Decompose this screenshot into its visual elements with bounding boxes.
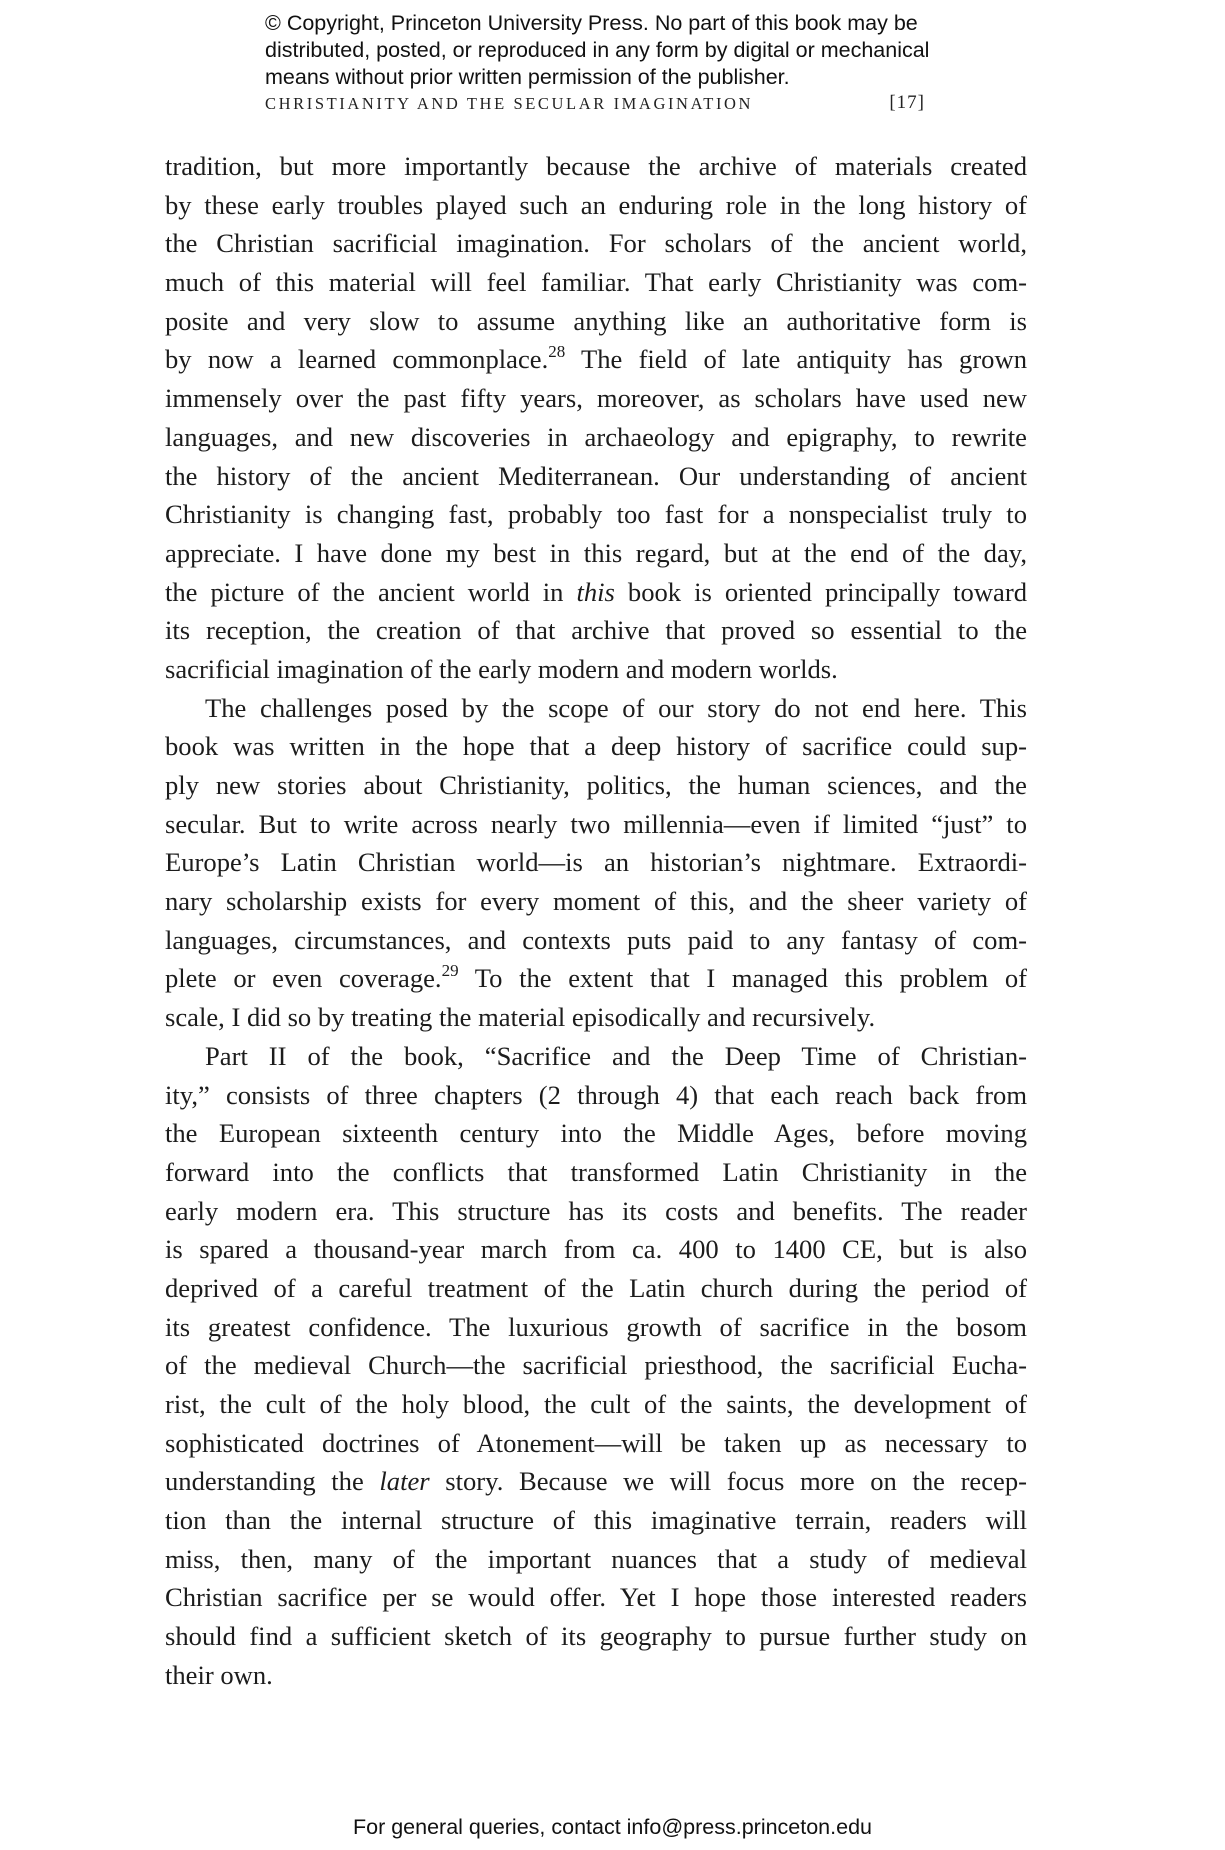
- text-line: nary scholarship exists for every moment of this, and the sheer variety of: [165, 886, 1027, 917]
- text-line: Part II of the book, “Sacrifice and the Deep Time of Christian-: [205, 1040, 1027, 1071]
- text-line: by now a learned commonplace.$^{28}$ The field of late antiquity has grown: [165, 341, 1027, 375]
- text-line: miss, then, many of the important nuances that a study of medieval: [165, 1543, 1027, 1574]
- text-line: book was written in the hope that a deep history of sacrifice could sup-: [165, 731, 1027, 762]
- text-line: is spared a thousand-year march from ca. 400 to 1400 CE, but is also: [165, 1234, 1027, 1265]
- text-line: languages, circumstances, and contexts puts paid to any fantasy of com-: [165, 924, 1027, 955]
- page-number: [17]: [889, 92, 925, 113]
- text-line: tradition, but more importantly because the archive of materials created: [165, 151, 1027, 181]
- text-line: forward into the conflicts that transformed Latin Christianity in the: [165, 1156, 1027, 1187]
- footer-contact: For general queries, contact info@press.princeton.edu: [352, 1815, 872, 1839]
- text-line: Christianity is changing fast, probably too fast for a nonspecialist truly to: [165, 499, 1027, 530]
- running-head-title: CHRISTIANITY AND THE SECULAR IMAGINATION: [265, 94, 754, 113]
- paragraph: [165, 689, 1027, 1037]
- text-line: early modern era. This structure has its costs and benefits. The reader: [165, 1195, 1027, 1226]
- text-line: should find a sufficient sketch of its geography to pursue further study on: [165, 1621, 1027, 1652]
- text-line: secular. But to write across nearly two millennia—even if limited “just” to: [165, 808, 1027, 839]
- text-line: deprived of a careful treatment of the Latin church during the period of: [165, 1272, 1027, 1303]
- text-line: the European sixteenth century into the Middle Ages, before moving: [165, 1118, 1027, 1149]
- text-line: sophisticated doctrines of Atonement—will be taken up as necessary to: [165, 1427, 1027, 1458]
- copyright-line: means without prior written permission of the publisher.: [265, 65, 790, 89]
- emphasis: this: [576, 576, 615, 607]
- text-line: immensely over the past fifty years, moreover, as scholars have used new: [165, 383, 1027, 414]
- text-line: the history of the ancient Mediterranean. Our understanding of ancient: [165, 460, 1027, 491]
- text-line: its reception, the creation of that archive that proved so essential to the: [165, 615, 1027, 646]
- text-line: ity,” consists of three chapters (2 through 4) that each reach back from: [165, 1079, 1027, 1110]
- running-head: [265, 94, 925, 114]
- text-line: its greatest confidence. The luxurious growth of sacrifice in the bosom: [165, 1311, 1027, 1342]
- text-line: their own.: [165, 1659, 273, 1690]
- text-line: rist, the cult of the holy blood, the cult of the saints, the development of: [165, 1389, 1027, 1419]
- footnote-marker[interactable]: 29: [441, 960, 459, 980]
- paragraph: [165, 1037, 1027, 1695]
- text-line: sacrificial imagination of the early modern and modern worlds.: [165, 653, 838, 684]
- paragraph: [165, 147, 1027, 689]
- text-line: posite and very slow to assume anything like an authoritative form is: [165, 305, 1027, 336]
- text-line: understanding the later story. Because we will focus more on the recep-: [165, 1466, 1027, 1497]
- body-text: [165, 147, 1027, 1695]
- text-line: Christian sacrifice per se would offer. Yet I hope those interested readers: [165, 1582, 1027, 1613]
- text-line: much of this material will feel familiar. That early Christianity was com-: [165, 267, 1027, 298]
- copyright-notice: [265, 10, 985, 91]
- emphasis: later: [379, 1466, 430, 1497]
- text-line: the picture of the ancient world in this book is oriented principally toward: [165, 576, 1028, 607]
- text-line: of the medieval Church—the sacrificial priesthood, the sacrificial Eucha-: [165, 1350, 1027, 1381]
- text-line: tion than the internal structure of this imaginative terrain, readers will: [165, 1505, 1027, 1536]
- text-line: ply new stories about Christianity, politics, the human sciences, and the: [165, 770, 1027, 800]
- text-line: appreciate. I have done my best in this regard, but at the end of the day,: [165, 537, 1027, 568]
- text-line: by these early troubles played such an enduring role in the long history of: [165, 189, 1027, 220]
- text-line: The challenges posed by the scope of our story do not end here. This: [205, 692, 1027, 723]
- text-line: Europe’s Latin Christian world—is an historian’s nightmare. Extraordi-: [165, 847, 1027, 878]
- text-line: scale, I did so by treating the material episodically and recursively.: [165, 1002, 876, 1033]
- footnote-marker[interactable]: 28: [548, 341, 566, 361]
- text-line: the Christian sacrificial imagination. For scholars of the ancient world,: [165, 228, 1027, 259]
- copyright-line: distributed, posted, or reproduced in any form by digital or mechanical: [265, 38, 930, 62]
- text-line: languages, and new discoveries in archaeology and epigraphy, to rewrite: [165, 421, 1027, 452]
- copyright-line: © Copyright, Princeton University Press. No part of this book may be: [265, 11, 918, 35]
- text-line: plete or even coverage.$^{29}$ To the extent that I managed this problem of: [165, 960, 1027, 994]
